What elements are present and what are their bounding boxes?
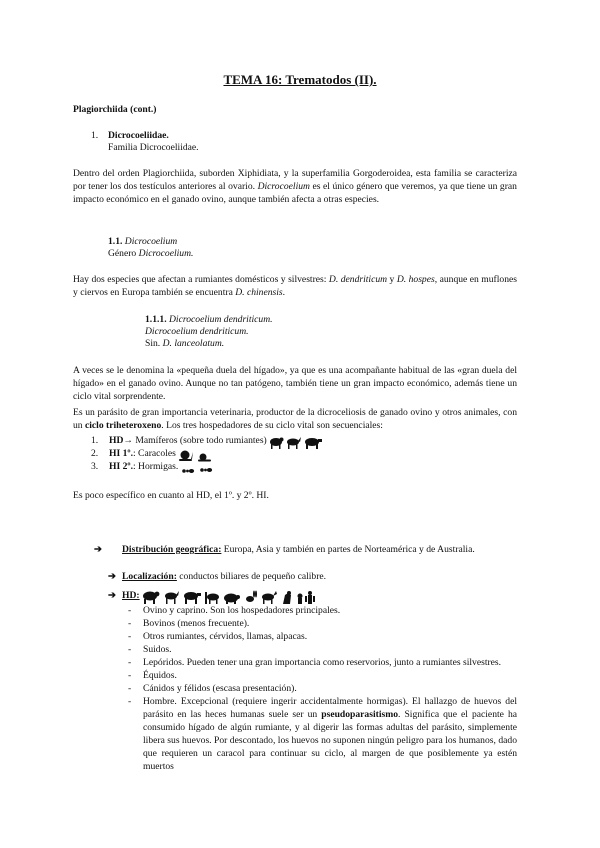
paragraph-specificity: Es poco específico en cuanto al HD, el 1º. y 2º. HI. xyxy=(73,490,269,501)
list-number: 3. xyxy=(91,461,99,472)
text-span: Dentro del orden Plagiorchiida, suborden Xiphidiata, y la superfamilia Gorgoderoidea, esta familia se caracteriza por tener los dos testículos anteriores al ovario. xyxy=(73,168,517,192)
bullet-label: Distribución geográfica: xyxy=(122,544,222,555)
paragraph-species xyxy=(73,273,517,299)
heading-number: 1.1.1. xyxy=(145,314,167,325)
text-span: y xyxy=(387,274,397,285)
text-span: Género xyxy=(108,248,139,259)
bullet-label: Localización: xyxy=(122,571,177,582)
ant-icon xyxy=(181,462,215,475)
list-item: - Suidos. xyxy=(128,643,517,656)
bold-term: pseudoparasitismo xyxy=(321,709,399,720)
heading-1-1-1-synonym xyxy=(145,337,224,350)
bullet-location xyxy=(108,570,517,583)
list-item: - Équidos. xyxy=(128,669,517,682)
species-italic: D. hospes xyxy=(396,274,435,285)
text-span: Es un parásito de gran importancia veterinaria, productor de la dicroceliosis de ganado ovino y otros animales, con un xyxy=(73,407,517,431)
page-title: TEMA 16: Trematodos (II). xyxy=(223,72,377,87)
heading-1-1-1-line2: Dicrocoelium dendriticum. xyxy=(145,326,249,337)
text-span: . xyxy=(282,287,286,298)
list-number: 1. xyxy=(91,435,99,446)
heading-1-title: Dicrocoeliidae. xyxy=(108,130,169,141)
section-heading: Plagiorchiida (cont.) xyxy=(73,104,157,115)
text-span: Hay dos especies que afectan a rumiantes domésticos y silvestres: xyxy=(73,274,329,285)
genus-italic: Dicrocoelium. xyxy=(138,248,194,259)
host-text: : Hormigas. xyxy=(132,461,179,472)
text-span: . Significa que el paciente ha consumido hígado de algún rumiante, y al digerir las formas adultas del parásito, simplemente libera sus huevos. Por descontado, los huevos no suponen ningún peligro para los humanos, dado que requieren un caracol para continuar su ciclo, al margen de que posiblemente ya estén muertos xyxy=(143,709,517,772)
heading-number: 1.1. xyxy=(108,236,123,247)
paragraph-family-intro xyxy=(73,167,517,206)
text-span: es el único género que veremos, ya que tiene un gran impacto económico en el ganado ovino, aunque también afecta a otras especies. xyxy=(73,181,517,205)
host-label: HD xyxy=(109,435,124,446)
text-span: Hombre. Excepcional (requiere ingerir accidentalmente hormigas). El hallazgo de huevos del parásito en las heces humanas suele ser un xyxy=(143,696,517,720)
bold-term: ciclo triheteroxeno xyxy=(85,420,162,431)
text-span: . Los tres hospedadores de su ciclo vital son secuenciales: xyxy=(161,420,383,431)
species-italic: D. dendriticum xyxy=(328,274,388,285)
genus-italic: Dicrocoelium xyxy=(257,181,310,192)
paragraph-cycle xyxy=(73,406,517,432)
bullet-hd xyxy=(108,589,517,605)
host-label: HI 1º. xyxy=(109,448,133,459)
bullet-text: Europa, Asia y también en partes de Norteamérica y de Australia. xyxy=(221,544,475,555)
hd-host-list xyxy=(128,604,517,773)
list-number: 2. xyxy=(91,448,99,459)
host-text: : Caracoles xyxy=(132,448,176,459)
host-item-3 xyxy=(91,460,215,475)
host-text: → Mamíferos (sobre todo rumiantes) xyxy=(123,435,267,446)
species-italic: D. chinensis xyxy=(235,287,283,298)
heading-title: Dicrocoelium xyxy=(124,236,178,247)
heading-1-family: Familia Dicrocoeliidae. xyxy=(108,142,199,153)
host-label: HI 2º. xyxy=(109,461,133,472)
arrow-bullet-icon: ➔ xyxy=(108,571,117,582)
list-item-human xyxy=(128,695,517,773)
species-italic: D. lanceolatum. xyxy=(162,338,225,349)
heading-1-1-genus xyxy=(108,247,193,260)
sheep-goat-cow-icon xyxy=(269,436,323,450)
list-item: - Lepóridos. Pueden tener una gran importancia como reservorios, junto a rumiantes silvestres. xyxy=(128,656,517,669)
list-item: - Bovinos (menos frecuente). xyxy=(128,617,517,630)
ruminants-icon xyxy=(269,436,323,450)
arrow-bullet-icon: ➔ xyxy=(94,544,103,555)
bullet-label: HD: xyxy=(122,590,140,601)
text-span: Sin. xyxy=(145,338,163,349)
list-item: - Cánidos y félidos (escasa presentación). xyxy=(128,682,517,695)
heading-1-number: 1. xyxy=(91,130,99,141)
list-item: - Otros rumiantes, cérvidos, llamas, alpacas. xyxy=(128,630,517,643)
text-span: , aunque en muflones y ciervos en Europa también se encuentra xyxy=(73,274,517,298)
paragraph-small-fluke: A veces se le denomina la «pequeña duela del hígado», ya que es una acompañante habitual de las «gran duela del hígado» en el ganado ovino. Aunque no tan patógeno, también tiene un gran impacto económico, además tiene un ciclo vital sorprendente. xyxy=(73,365,517,402)
arrow-bullet-icon: ➔ xyxy=(108,590,117,601)
bullet-distribution xyxy=(94,543,531,556)
list-item: - Ovino y caprino. Son los hospedadores principales. xyxy=(128,604,517,617)
ant-pair-icon xyxy=(181,463,215,475)
heading-title: Dicrocoelium dendriticum. xyxy=(169,314,273,325)
bullet-text: conductos biliares de pequeño calibre. xyxy=(176,571,327,582)
